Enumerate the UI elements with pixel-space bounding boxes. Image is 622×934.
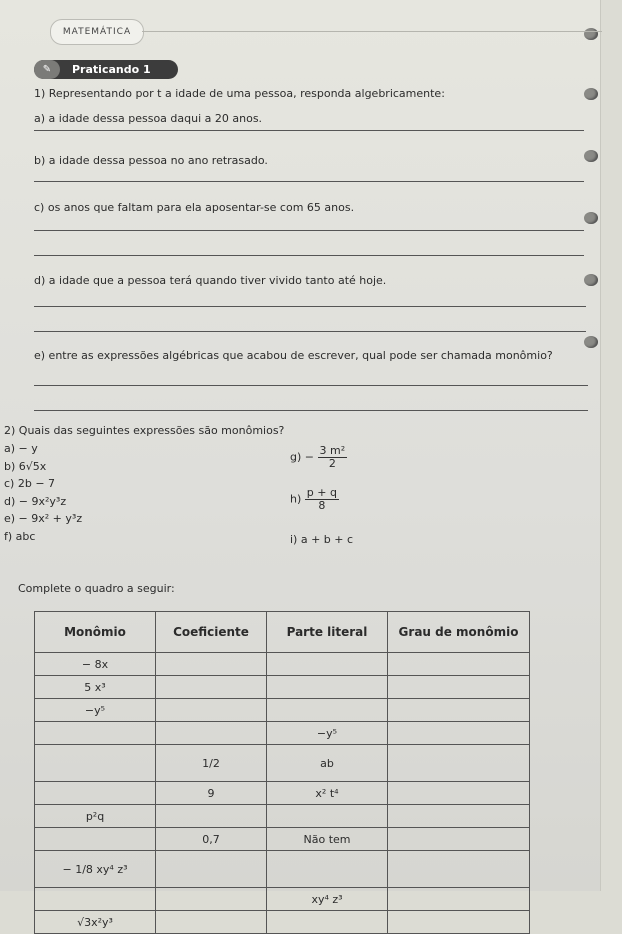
table-row (35, 851, 530, 888)
cell[interactable] (35, 745, 156, 782)
option-g: g) − $\frac{\text{3 m²}}{2}$ (290, 444, 346, 471)
table-row (35, 699, 530, 722)
answer-line[interactable] (34, 181, 584, 182)
cell[interactable] (156, 911, 267, 934)
table-row (35, 911, 530, 934)
monomial-table (34, 611, 530, 934)
cell: 9 (156, 782, 267, 805)
answer-line[interactable] (34, 130, 584, 131)
binder-ring (584, 274, 598, 286)
cell[interactable] (35, 722, 156, 745)
cell[interactable] (388, 828, 530, 851)
option-e: e) − 9x² + y³z (4, 512, 83, 525)
cell[interactable] (388, 745, 530, 782)
cell[interactable] (156, 851, 267, 888)
cell[interactable] (388, 653, 530, 676)
answer-line[interactable] (34, 230, 584, 231)
cell[interactable] (35, 828, 156, 851)
q3-prompt: Complete o quadro a seguir: (18, 582, 175, 595)
q1-a: a) a idade dessa pessoa daqui a 20 anos. (34, 112, 263, 125)
cell: √3x²y³ (35, 911, 156, 934)
pencil-icon: ✎ (34, 60, 60, 79)
cell[interactable] (388, 722, 530, 745)
cell: − 8x (35, 653, 156, 676)
table-row (35, 828, 530, 851)
binder-ring (584, 336, 598, 348)
col-coeficiente: Coeficiente (156, 612, 267, 653)
cell[interactable] (388, 805, 530, 828)
table-row (35, 722, 530, 745)
cell: −y⁵ (267, 722, 388, 745)
option-d: d) − 9x²y³z (4, 494, 67, 508)
option-b: b) 6√5x (4, 459, 47, 473)
answer-line[interactable] (34, 255, 584, 256)
cell[interactable] (388, 699, 530, 722)
col-parte-literal: Parte literal (267, 612, 388, 653)
binder-ring (584, 212, 598, 224)
cell[interactable] (388, 782, 530, 805)
answer-line[interactable] (34, 410, 588, 411)
q1-c: c) os anos que faltam para ela aposentar-se com 65 anos. (34, 201, 355, 214)
q1-prompt: 1) Representando por t a idade de uma pessoa, responda algebricamente: (34, 87, 445, 100)
cell: 5 x³ (35, 676, 156, 699)
table-row (35, 745, 530, 782)
section-badge (34, 60, 178, 79)
q2-left-options (4, 440, 82, 545)
cell[interactable] (267, 676, 388, 699)
q1-e: e) entre as expressões algébricas que acabou de escrever, qual pode ser chamada monômio? (34, 349, 553, 362)
cell[interactable] (267, 805, 388, 828)
option-a: a) − y (4, 442, 38, 455)
cell[interactable] (388, 911, 530, 934)
option-h: h) $\frac{p + q}{8}$ (290, 486, 337, 513)
answer-line[interactable] (34, 306, 586, 307)
cell: Não tem (267, 828, 388, 851)
binder-ring (584, 150, 598, 162)
cell[interactable] (267, 653, 388, 676)
col-monomio: Monômio (35, 612, 156, 653)
answer-line[interactable] (34, 385, 588, 386)
table-header-row (35, 612, 530, 653)
cell: x² t⁴ (267, 782, 388, 805)
cell[interactable] (156, 676, 267, 699)
cell: − 1/8 xy⁴ z³ (35, 851, 156, 888)
cell: −y⁵ (35, 699, 156, 722)
option-f: f) abc (4, 529, 36, 543)
cell: p²q (35, 805, 156, 828)
subject-label: MATEMÁTICA (50, 19, 144, 45)
option-i: i) a + b + c (290, 533, 354, 546)
q1-d: d) a idade que a pessoa terá quando tiver vivido tanto até hoje. (34, 274, 387, 287)
binder-ring (584, 28, 598, 40)
cell[interactable] (267, 851, 388, 888)
cell: 1/2 (156, 745, 267, 782)
cell[interactable] (388, 851, 530, 888)
answer-line[interactable] (34, 331, 586, 332)
table-row (35, 653, 530, 676)
cell: xy⁴ z³ (267, 888, 388, 911)
table-row (35, 805, 530, 828)
header-rule (142, 31, 602, 32)
cell[interactable] (267, 699, 388, 722)
q1-b: b) a idade dessa pessoa no ano retrasado. (34, 154, 268, 167)
cell[interactable] (156, 699, 267, 722)
cell[interactable] (156, 805, 267, 828)
col-grau: Grau de monômio (388, 612, 530, 653)
cell[interactable] (35, 782, 156, 805)
cell: 0,7 (156, 828, 267, 851)
cell[interactable] (156, 722, 267, 745)
cell: ab (267, 745, 388, 782)
table-row (35, 676, 530, 699)
cell[interactable] (388, 676, 530, 699)
section-title: Praticando 1 (72, 63, 151, 76)
q2-prompt: 2) Quais das seguintes expressões são monômios? (4, 424, 285, 437)
binder-ring (584, 88, 598, 100)
table-row (35, 782, 530, 805)
option-c: c) 2b − 7 (4, 477, 56, 490)
cell[interactable] (267, 911, 388, 934)
cell[interactable] (156, 653, 267, 676)
